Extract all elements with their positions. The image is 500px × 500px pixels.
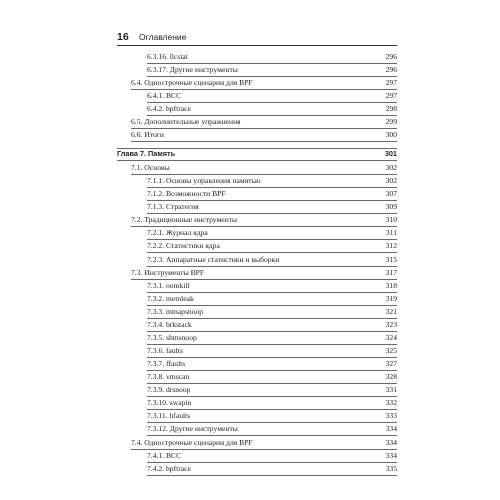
toc-entry-title: 6.4.1. BCC <box>147 91 182 101</box>
toc-entry-title: 7.4.1. BCC <box>147 450 182 460</box>
toc-entry-title: 7.3.6. faults <box>147 346 183 356</box>
toc-entry-page: 312 <box>385 241 397 251</box>
toc-entry-title: 7.1.2. Возможности BPF <box>147 189 226 199</box>
toc-entry-page: 301 <box>384 149 397 158</box>
toc-entry-title: 7.4.2. bpftrace <box>147 463 191 473</box>
toc-entry-page: 311 <box>385 228 397 238</box>
toc-entry-page: 333 <box>385 411 397 421</box>
toc-entry <box>147 294 397 306</box>
toc-entry <box>131 268 397 280</box>
toc-entry-page: 309 <box>385 202 397 212</box>
toc-entry-title: 7.2. Традиционные инструменты <box>131 215 238 225</box>
toc-entry <box>147 398 397 410</box>
toc-entry-page: 307 <box>385 189 397 199</box>
toc-entry-title: Глава 7. Память <box>117 149 176 158</box>
toc-entry-title: 7.2.1. Журнал ядра <box>147 228 208 238</box>
toc-entry-title: 7.3. Инструменты BPF <box>131 267 205 277</box>
toc-entry-page: 317 <box>385 267 397 277</box>
toc-entry-page: 315 <box>385 254 397 264</box>
toc-entry-title: 6.5. Дополнительные упражнения <box>131 117 241 127</box>
toc-entry-title: 7.3.10. swapin <box>147 398 192 408</box>
toc-entry-page: 332 <box>385 398 397 408</box>
toc-entry-page: 331 <box>385 385 397 395</box>
toc-entry-page: 296 <box>385 65 397 75</box>
toc-entry-title: 6.6. Итоги <box>131 130 164 140</box>
toc-entry-title: 7.2.2. Статистики ядра <box>147 241 220 251</box>
toc-chapter-entry <box>117 148 397 161</box>
toc-entry-title: 7.3.2. memleak <box>147 293 194 303</box>
toc-entry <box>147 91 397 103</box>
toc-entry <box>131 117 397 129</box>
toc-entry-title: 7.3.12. Другие инструменты <box>147 424 238 434</box>
toc-entry-page: 298 <box>385 104 397 114</box>
toc-entry <box>147 281 397 293</box>
toc-entry-title: 7.1.1. Основы управления памятью <box>147 176 261 186</box>
toc-entry-title: 6.4. Однострочные сценарии для BPF <box>131 78 253 88</box>
toc-entry-page: 297 <box>385 91 397 101</box>
toc-entry <box>147 411 397 423</box>
toc-entry-title: 7.3.8. vmscan <box>147 372 190 382</box>
toc-entry <box>147 451 397 463</box>
toc-entry <box>147 359 397 371</box>
toc-entry-title: 7.3.9. drsnoop <box>147 385 191 395</box>
toc-entry <box>147 52 397 64</box>
toc-entry-title: 7.3.11. hfaults <box>147 411 191 421</box>
toc-entry <box>147 241 397 253</box>
toc-entry <box>131 130 397 142</box>
toc-entry-page: 299 <box>385 117 397 127</box>
toc-entry-page: 319 <box>385 293 397 303</box>
toc-entry <box>131 438 397 450</box>
toc-entry <box>147 385 397 397</box>
toc-entry <box>147 320 397 332</box>
toc-entry <box>147 307 397 319</box>
toc-entry-page: 297 <box>385 78 397 88</box>
toc-entry-page: 327 <box>385 359 397 369</box>
toc-entry-title: 7.3.7. ffaults <box>147 359 186 369</box>
toc-entry <box>147 346 397 358</box>
toc-entry-title: 7.3.3. mmapsnoop <box>147 306 204 316</box>
toc-entry-title: 7.1.3. Стратегия <box>147 202 199 212</box>
toc-entry <box>131 215 397 227</box>
toc-entry-page: 296 <box>385 52 397 61</box>
toc-entry-page: 324 <box>385 332 397 342</box>
toc-entry <box>147 202 397 214</box>
toc-entry-title: 7.2.3. Аппаратные статистики и выборки <box>147 254 280 264</box>
toc-entry-title: 6.3.17. Другие инструменты <box>147 65 238 75</box>
toc-entry <box>147 189 397 201</box>
running-header-title: Оглавление <box>139 32 187 42</box>
toc-entry-page: 325 <box>385 346 397 356</box>
page-header <box>117 31 397 46</box>
toc-entry-title: 7.3.5. shmsnoop <box>147 332 197 342</box>
toc-entry <box>147 424 397 436</box>
toc-entry <box>147 372 397 384</box>
toc-entry-page: 300 <box>385 130 397 140</box>
toc-entry <box>147 464 397 476</box>
toc-entry <box>147 176 397 188</box>
toc-entry-page: 334 <box>385 437 397 447</box>
toc-entry <box>131 78 397 90</box>
toc-entry <box>147 104 397 116</box>
toc-entry-page: 323 <box>385 319 397 329</box>
toc-entry-title: 7.4. Однострочные сценарии для BPF <box>131 437 253 447</box>
page-number: 16 <box>117 31 129 43</box>
toc-entry-page: 334 <box>385 424 397 434</box>
toc-entry-title: 7.3.1. oomkill <box>147 280 190 290</box>
toc-entry <box>131 163 397 175</box>
toc-entry <box>147 65 397 77</box>
toc-entry <box>147 228 397 240</box>
toc-entry-title: 7.1. Основы <box>131 163 170 173</box>
toc-entry-page: 302 <box>385 163 397 173</box>
toc-entry-page: 335 <box>385 463 397 473</box>
toc-entry-title: 7.3.4. brkstack <box>147 319 192 329</box>
toc-entry <box>147 255 397 267</box>
toc-entry-page: 318 <box>385 280 397 290</box>
toc-entry-page: 328 <box>385 372 397 382</box>
toc-entry <box>147 333 397 345</box>
toc-entry-page: 321 <box>385 306 397 316</box>
toc-entry-title: 6.4.2. bpftrace <box>147 104 191 114</box>
toc-entry-page: 310 <box>385 215 397 225</box>
toc-entry-page: 302 <box>385 176 397 186</box>
toc-entry-page: 334 <box>385 450 397 460</box>
toc-entry-title: 6.3.16. llcstat <box>147 52 188 61</box>
